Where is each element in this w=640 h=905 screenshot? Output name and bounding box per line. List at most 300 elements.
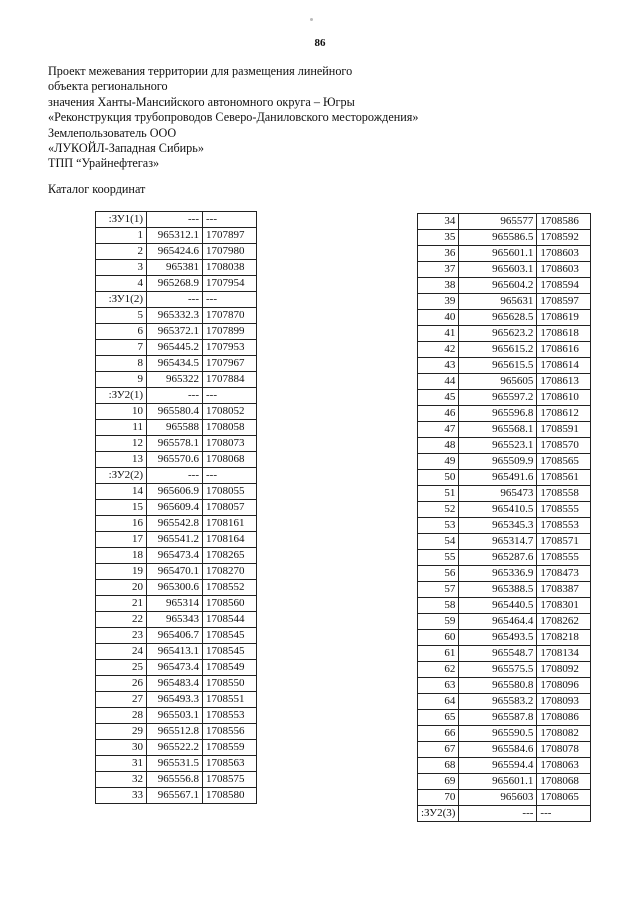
point-number-cell: 36 (418, 246, 459, 262)
x-coordinate-cell: 965587.8 (459, 710, 537, 726)
table-row (96, 580, 257, 596)
x-coordinate-cell: 965567.1 (147, 788, 203, 804)
point-number-cell: 10 (96, 404, 147, 420)
x-coordinate-cell: 965628.5 (459, 310, 537, 326)
x-coordinate-cell: 965473 (459, 486, 537, 502)
point-number-cell: 66 (418, 726, 459, 742)
point-number-cell: 33 (96, 788, 147, 804)
table-row (418, 262, 591, 278)
y-coordinate-cell: 1708161 (203, 516, 257, 532)
y-coordinate-cell: 1708549 (203, 660, 257, 676)
y-coordinate-cell: 1707897 (203, 228, 257, 244)
y-coordinate-cell: 1707953 (203, 340, 257, 356)
table-row (418, 550, 591, 566)
point-number-cell: 69 (418, 774, 459, 790)
table-row (418, 454, 591, 470)
table-row (418, 694, 591, 710)
y-coordinate-cell: 1708068 (203, 452, 257, 468)
header-line: объекта регионального (48, 79, 168, 94)
point-number-cell: 48 (418, 438, 459, 454)
point-number-cell: 2 (96, 244, 147, 260)
plot-header-row (96, 468, 257, 484)
x-coordinate-cell: 965583.2 (459, 694, 537, 710)
table-row (418, 374, 591, 390)
x-coordinate-cell: 965343 (147, 612, 203, 628)
y-coordinate-cell: 1708594 (537, 278, 591, 294)
x-coordinate-cell: 965548.7 (459, 646, 537, 662)
y-coordinate-cell: 1707954 (203, 276, 257, 292)
x-coordinate-cell: 965596.8 (459, 406, 537, 422)
table-row (96, 228, 257, 244)
y-coordinate-cell: 1708387 (537, 582, 591, 598)
y-coordinate-cell: 1708558 (537, 486, 591, 502)
point-number-cell: 18 (96, 548, 147, 564)
table-row (96, 500, 257, 516)
x-coordinate-cell: 965388.5 (459, 582, 537, 598)
x-coordinate-cell: 965623.2 (459, 326, 537, 342)
x-coordinate-cell: 965575.5 (459, 662, 537, 678)
x-coordinate-cell: 965503.1 (147, 708, 203, 724)
plot-label-cell: :ЗУ2(3) (418, 806, 459, 822)
y-coordinate-cell: 1708055 (203, 484, 257, 500)
y-coordinate-cell: 1708575 (203, 772, 257, 788)
x-coordinate-cell: 965483.4 (147, 676, 203, 692)
point-number-cell: 50 (418, 470, 459, 486)
y-coordinate-cell: 1708545 (203, 628, 257, 644)
table-row (418, 390, 591, 406)
point-number-cell: 20 (96, 580, 147, 596)
y-coordinate-cell: 1708551 (203, 692, 257, 708)
x-coordinate-cell: 965473.4 (147, 548, 203, 564)
y-coordinate-cell: 1707967 (203, 356, 257, 372)
x-coordinate-cell: 965556.8 (147, 772, 203, 788)
table-row (418, 678, 591, 694)
header-line: Землепользователь ООО (48, 125, 177, 140)
table-row (418, 406, 591, 422)
point-number-cell: 14 (96, 484, 147, 500)
point-number-cell: 56 (418, 566, 459, 582)
y-coordinate-cell: --- (203, 212, 257, 228)
table-row (96, 276, 257, 292)
x-coordinate-cell: 965332.3 (147, 308, 203, 324)
y-coordinate-cell: 1708561 (537, 470, 591, 486)
y-coordinate-cell: 1708092 (537, 662, 591, 678)
table-row (418, 470, 591, 486)
x-coordinate-cell: 965577 (459, 214, 537, 230)
y-coordinate-cell: 1708612 (537, 406, 591, 422)
header-line: «Реконструкция трубопроводов Северо-Даниловского месторождения» (48, 110, 419, 125)
table-row (96, 612, 257, 628)
y-coordinate-cell: 1708613 (537, 374, 591, 390)
y-coordinate-cell: 1708270 (203, 564, 257, 580)
x-coordinate-cell: 965601.1 (459, 774, 537, 790)
x-coordinate-cell: 965512.8 (147, 724, 203, 740)
coordinates-table-left (95, 211, 257, 804)
y-coordinate-cell: 1708063 (537, 758, 591, 774)
point-number-cell: 23 (96, 628, 147, 644)
table-row (96, 532, 257, 548)
x-coordinate-cell: 965615.5 (459, 358, 537, 374)
y-coordinate-cell: 1708073 (203, 436, 257, 452)
table-row (96, 756, 257, 772)
x-coordinate-cell: 965597.2 (459, 390, 537, 406)
table-row (96, 356, 257, 372)
point-number-cell: 68 (418, 758, 459, 774)
table-row (96, 596, 257, 612)
x-coordinate-cell: 965586.5 (459, 230, 537, 246)
catalog-title: Каталог координат (48, 182, 146, 196)
point-number-cell: 60 (418, 630, 459, 646)
x-coordinate-cell: 965381 (147, 260, 203, 276)
table-row (96, 564, 257, 580)
y-coordinate-cell: 1708218 (537, 630, 591, 646)
point-number-cell: 39 (418, 294, 459, 310)
point-number-cell: 42 (418, 342, 459, 358)
y-coordinate-cell: 1708096 (537, 678, 591, 694)
y-coordinate-cell: 1708592 (537, 230, 591, 246)
x-coordinate-cell: 965268.9 (147, 276, 203, 292)
table-row (96, 660, 257, 676)
table-row (418, 614, 591, 630)
table-row (96, 708, 257, 724)
table-row (418, 742, 591, 758)
y-coordinate-cell: --- (203, 468, 257, 484)
point-number-cell: 38 (418, 278, 459, 294)
header-line: «ЛУКОЙЛ-Западная Сибирь» (48, 141, 204, 156)
plot-header-row (96, 388, 257, 404)
y-coordinate-cell: 1708265 (203, 548, 257, 564)
x-coordinate-cell: 965300.6 (147, 580, 203, 596)
plot-header-row (96, 292, 257, 308)
plot-label-cell: :ЗУ1(2) (96, 292, 147, 308)
point-number-cell: 43 (418, 358, 459, 374)
table-row (418, 758, 591, 774)
x-coordinate-cell: 965287.6 (459, 550, 537, 566)
y-coordinate-cell: 1708556 (203, 724, 257, 740)
x-coordinate-cell: 965523.1 (459, 438, 537, 454)
point-number-cell: 3 (96, 260, 147, 276)
y-coordinate-cell: 1708052 (203, 404, 257, 420)
x-coordinate-cell: 965601.1 (459, 246, 537, 262)
x-coordinate-cell: --- (147, 468, 203, 484)
y-coordinate-cell: --- (203, 292, 257, 308)
x-coordinate-cell: 965493.5 (459, 630, 537, 646)
table-row (418, 582, 591, 598)
table-row (418, 294, 591, 310)
table-row (418, 630, 591, 646)
point-number-cell: 58 (418, 598, 459, 614)
point-number-cell: 7 (96, 340, 147, 356)
x-coordinate-cell: 965493.3 (147, 692, 203, 708)
y-coordinate-cell: 1708545 (203, 644, 257, 660)
x-coordinate-cell: 965605 (459, 374, 537, 390)
point-number-cell: 8 (96, 356, 147, 372)
y-coordinate-cell: 1708571 (537, 534, 591, 550)
table-row (418, 326, 591, 342)
point-number-cell: 45 (418, 390, 459, 406)
point-number-cell: 32 (96, 772, 147, 788)
point-number-cell: 64 (418, 694, 459, 710)
point-number-cell: 47 (418, 422, 459, 438)
plot-label-cell: :ЗУ1(1) (96, 212, 147, 228)
x-coordinate-cell: 965464.4 (459, 614, 537, 630)
point-number-cell: 12 (96, 436, 147, 452)
point-number-cell: 9 (96, 372, 147, 388)
point-number-cell: 30 (96, 740, 147, 756)
x-coordinate-cell: 965372.1 (147, 324, 203, 340)
y-coordinate-cell: 1707870 (203, 308, 257, 324)
point-number-cell: 27 (96, 692, 147, 708)
x-coordinate-cell: 965406.7 (147, 628, 203, 644)
point-number-cell: 13 (96, 452, 147, 468)
y-coordinate-cell: 1708616 (537, 342, 591, 358)
point-number-cell: 62 (418, 662, 459, 678)
y-coordinate-cell: 1708134 (537, 646, 591, 662)
y-coordinate-cell: 1708586 (537, 214, 591, 230)
x-coordinate-cell: 965580.4 (147, 404, 203, 420)
y-coordinate-cell: 1708614 (537, 358, 591, 374)
x-coordinate-cell: 965410.5 (459, 502, 537, 518)
table-row (418, 342, 591, 358)
point-number-cell: 21 (96, 596, 147, 612)
y-coordinate-cell: 1708086 (537, 710, 591, 726)
point-number-cell: 52 (418, 502, 459, 518)
document-header (48, 64, 488, 172)
x-coordinate-cell: 965491.6 (459, 470, 537, 486)
plot-header-row (418, 806, 591, 822)
x-coordinate-cell: 965314.7 (459, 534, 537, 550)
x-coordinate-cell: --- (147, 388, 203, 404)
point-number-cell: 15 (96, 500, 147, 516)
point-number-cell: 11 (96, 420, 147, 436)
table-row (418, 518, 591, 534)
y-coordinate-cell: 1708553 (203, 708, 257, 724)
x-coordinate-cell: 965440.5 (459, 598, 537, 614)
point-number-cell: 24 (96, 644, 147, 660)
x-coordinate-cell: 965606.9 (147, 484, 203, 500)
point-number-cell: 17 (96, 532, 147, 548)
x-coordinate-cell: 965580.8 (459, 678, 537, 694)
y-coordinate-cell: 1708057 (203, 500, 257, 516)
point-number-cell: 51 (418, 486, 459, 502)
plot-header-row (96, 212, 257, 228)
x-coordinate-cell: 965541.2 (147, 532, 203, 548)
header-line: значения Ханты-Мансийского автономного округа – Югры (48, 94, 355, 109)
point-number-cell: 28 (96, 708, 147, 724)
point-number-cell: 16 (96, 516, 147, 532)
y-coordinate-cell: 1708565 (537, 454, 591, 470)
point-number-cell: 70 (418, 790, 459, 806)
table-row (418, 502, 591, 518)
point-number-cell: 29 (96, 724, 147, 740)
table-row (418, 662, 591, 678)
point-number-cell: 31 (96, 756, 147, 772)
table-body (96, 212, 257, 804)
table-row (96, 260, 257, 276)
table-row (418, 246, 591, 262)
table-row (418, 486, 591, 502)
point-number-cell: 41 (418, 326, 459, 342)
x-coordinate-cell: 965345.3 (459, 518, 537, 534)
table-row (418, 726, 591, 742)
table-row (418, 710, 591, 726)
x-coordinate-cell: 965445.2 (147, 340, 203, 356)
x-coordinate-cell: 965312.1 (147, 228, 203, 244)
x-coordinate-cell: 965615.2 (459, 342, 537, 358)
point-number-cell: 61 (418, 646, 459, 662)
y-coordinate-cell: --- (203, 388, 257, 404)
table-row (96, 404, 257, 420)
point-number-cell: 57 (418, 582, 459, 598)
table-row (418, 278, 591, 294)
point-number-cell: 4 (96, 276, 147, 292)
table-body (418, 214, 591, 822)
point-number-cell: 35 (418, 230, 459, 246)
x-coordinate-cell: 965434.5 (147, 356, 203, 372)
table-row (418, 310, 591, 326)
table-row (418, 230, 591, 246)
y-coordinate-cell: 1708553 (537, 518, 591, 534)
table-row (96, 308, 257, 324)
y-coordinate-cell: 1708068 (537, 774, 591, 790)
y-coordinate-cell: 1708619 (537, 310, 591, 326)
table-row (96, 372, 257, 388)
y-coordinate-cell: 1708603 (537, 262, 591, 278)
table-row (418, 790, 591, 806)
table-row (418, 566, 591, 582)
x-coordinate-cell: --- (459, 806, 537, 822)
y-coordinate-cell: 1708603 (537, 246, 591, 262)
x-coordinate-cell: 965568.1 (459, 422, 537, 438)
point-number-cell: 44 (418, 374, 459, 390)
plot-label-cell: :ЗУ2(2) (96, 468, 147, 484)
x-coordinate-cell: 965584.6 (459, 742, 537, 758)
y-coordinate-cell: 1708093 (537, 694, 591, 710)
table-row (418, 358, 591, 374)
table-row (418, 534, 591, 550)
header-line: Проект межевания территории для размещения линейного (48, 64, 353, 78)
x-coordinate-cell: --- (147, 292, 203, 308)
point-number-cell: 22 (96, 612, 147, 628)
table-row (418, 646, 591, 662)
table-row (96, 772, 257, 788)
y-coordinate-cell: 1708570 (537, 438, 591, 454)
x-coordinate-cell: 965594.4 (459, 758, 537, 774)
point-number-cell: 55 (418, 550, 459, 566)
table-row (96, 724, 257, 740)
point-number-cell: 5 (96, 308, 147, 324)
x-coordinate-cell: 965473.4 (147, 660, 203, 676)
table-row (96, 676, 257, 692)
point-number-cell: 1 (96, 228, 147, 244)
table-row (418, 438, 591, 454)
table-row (418, 774, 591, 790)
x-coordinate-cell: 965588 (147, 420, 203, 436)
point-number-cell: 25 (96, 660, 147, 676)
table-row (96, 692, 257, 708)
y-coordinate-cell: 1708038 (203, 260, 257, 276)
point-number-cell: 40 (418, 310, 459, 326)
point-number-cell: 6 (96, 324, 147, 340)
x-coordinate-cell: --- (147, 212, 203, 228)
point-number-cell: 26 (96, 676, 147, 692)
y-coordinate-cell: 1708555 (537, 550, 591, 566)
table-row (96, 436, 257, 452)
x-coordinate-cell: 965522.2 (147, 740, 203, 756)
y-coordinate-cell: 1708301 (537, 598, 591, 614)
coordinates-table-right (417, 213, 591, 822)
table-row (96, 340, 257, 356)
table-row (96, 740, 257, 756)
table-row (418, 214, 591, 230)
point-number-cell: 65 (418, 710, 459, 726)
table-row (96, 516, 257, 532)
page-number: 86 (314, 37, 326, 49)
table-row (96, 484, 257, 500)
x-coordinate-cell: 965509.9 (459, 454, 537, 470)
table-row (96, 548, 257, 564)
y-coordinate-cell: 1708560 (203, 596, 257, 612)
x-coordinate-cell: 965531.5 (147, 756, 203, 772)
y-coordinate-cell: 1708550 (203, 676, 257, 692)
point-number-cell: 34 (418, 214, 459, 230)
y-coordinate-cell: 1708618 (537, 326, 591, 342)
y-coordinate-cell: 1708555 (537, 502, 591, 518)
y-coordinate-cell: 1708473 (537, 566, 591, 582)
point-number-cell: 37 (418, 262, 459, 278)
y-coordinate-cell: 1707980 (203, 244, 257, 260)
y-coordinate-cell: 1707899 (203, 324, 257, 340)
table-row (96, 452, 257, 468)
table-row (418, 598, 591, 614)
point-number-cell: 53 (418, 518, 459, 534)
y-coordinate-cell: 1708164 (203, 532, 257, 548)
x-coordinate-cell: 965631 (459, 294, 537, 310)
y-coordinate-cell: 1708065 (537, 790, 591, 806)
x-coordinate-cell: 965314 (147, 596, 203, 612)
table-row (418, 422, 591, 438)
x-coordinate-cell: 965570.6 (147, 452, 203, 468)
y-coordinate-cell: 1708544 (203, 612, 257, 628)
x-coordinate-cell: 965604.2 (459, 278, 537, 294)
y-coordinate-cell: 1708563 (203, 756, 257, 772)
x-coordinate-cell: 965603 (459, 790, 537, 806)
y-coordinate-cell: 1708552 (203, 580, 257, 596)
y-coordinate-cell: 1708262 (537, 614, 591, 630)
table-row (96, 628, 257, 644)
x-coordinate-cell: 965424.6 (147, 244, 203, 260)
point-number-cell: 67 (418, 742, 459, 758)
point-number-cell: 46 (418, 406, 459, 422)
y-coordinate-cell: --- (537, 806, 591, 822)
x-coordinate-cell: 965413.1 (147, 644, 203, 660)
y-coordinate-cell: 1708058 (203, 420, 257, 436)
x-coordinate-cell: 965603.1 (459, 262, 537, 278)
x-coordinate-cell: 965336.9 (459, 566, 537, 582)
header-line: ТПП “Урайнефтегаз» (48, 156, 160, 171)
x-coordinate-cell: 965542.8 (147, 516, 203, 532)
x-coordinate-cell: 965470.1 (147, 564, 203, 580)
y-coordinate-cell: 1707884 (203, 372, 257, 388)
table-row (96, 644, 257, 660)
table-row (96, 788, 257, 804)
y-coordinate-cell: 1708559 (203, 740, 257, 756)
table-row (96, 244, 257, 260)
table-row (96, 324, 257, 340)
y-coordinate-cell: 1708078 (537, 742, 591, 758)
y-coordinate-cell: 1708082 (537, 726, 591, 742)
point-number-cell: 19 (96, 564, 147, 580)
